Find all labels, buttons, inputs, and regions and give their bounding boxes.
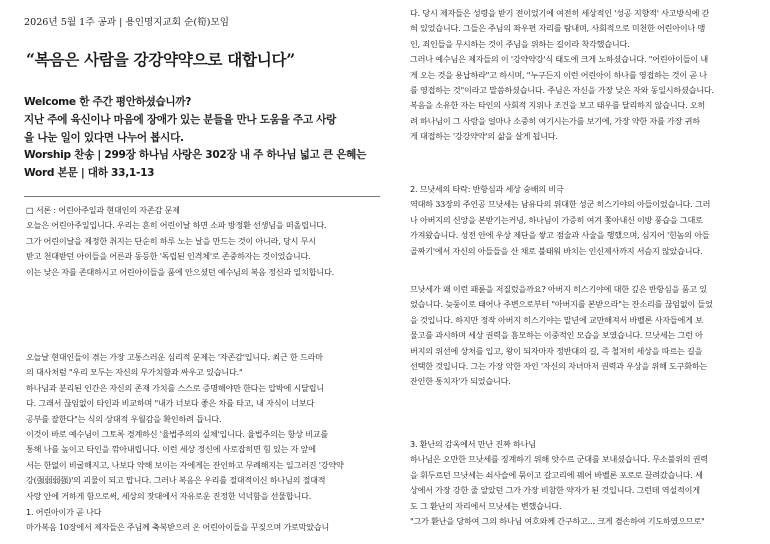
paragraph-line: 받고 천대받던 아이들을 어른과 동등한 '독립된 인격체'로 존중하자는 것이었습니다.: [26, 251, 311, 262]
paragraph-line: 그러나 예수님은 제자들의 이 '강약약강'식 태도에 크게 노하셨습니다. "어린아이들이 내: [410, 54, 708, 65]
paragraph-line: 이것이 바로 예수님이 그토록 경계하신 '율법주의의 실체'입니다. 율법주의는 항상 비교를: [26, 429, 329, 440]
paragraph-line: 물고를 과시하며 세상 권력을 흠모하는 이중적인 모습을 보였습니다. 므낫세는 그런 아: [410, 330, 703, 341]
section-heading: □ 서론 : 어린아주일과 현대인의 자존감 문제: [26, 205, 180, 215]
paragraph-line: 다. 당시 제자들은 성령을 받기 전이었기에 여전히 세상적인 '성공 지향적' 사고방식에 갇: [410, 8, 710, 18]
paragraph-line: 마가복음 10장에서 제자들은 주님께 축복받으러 온 어린아이들을 꾸짖으며 가로막았습니: [26, 522, 330, 533]
paragraph-line: 을 휘두르던 므낫세는 쇠사슬에 묶이고 갈고리에 꿰어 바벨론 포로로 끌려갔습니다. 세: [410, 469, 703, 480]
paragraph-line: 었습니다. 늦둥이로 태어나 주변으로부터 "아버지를 본받으라"는 잔소리를 끊임없이 들었: [410, 299, 713, 310]
paragraph-line: 인, 죄인들을 무시하는 것이 주님을 위하는 길이라 착각했습니다.: [410, 38, 630, 49]
paragraph-line: 통해 나를 높이고 타인을 깎아내립니다. 이런 세상 정신에 사로잡히면 힘 있는 자 앞에: [26, 444, 316, 455]
word-line: Word 본문 | 대하 33,1-13: [24, 167, 155, 180]
paragraph-line: 상에서 가장 강한 줄 알았던 그가 가장 비참한 약자가 된 것입니다. 그런데 역설적이게: [410, 485, 700, 496]
right-section-2-paragraph-2: [410, 282, 756, 390]
paragraph-line: 다. 그래서 끊임없이 타인과 비교하며 "내가 너보다 좋은 차를 타고, 내 자식이 너보다: [26, 398, 315, 409]
paragraph-line: 려 하나님이 그 사람을 얼마나 소중히 여기시는가를 보기에, 가장 약한 자를 가장 귀하: [410, 115, 700, 126]
right-paragraph-1: [410, 6, 756, 145]
paragraph-line: 게 대접하는 '강강약약'의 삶을 살게 됩니다.: [410, 131, 558, 142]
paragraph-line: 므낫세가 왜 이런 패륜을 저질렀을까요? 아버지 히스기야에 대한 깊은 반항심을 품고 있: [410, 284, 707, 294]
paragraph-line: 을 것입니다. 하지만 정작 아버지 히스기야는 말년에 교만해져서 바벨론 사자들에게 보: [410, 314, 703, 325]
welcome-question-line-2: 을 나눈 일이 있다면 나누어 봅시다.: [24, 131, 184, 144]
paragraph-line: 가져왔습니다. 성전 안에 우상 제단을 쌓고 점술과 사술을 행했으며, 심지어 '힌놈의 아들: [410, 230, 710, 241]
paragraph-line: 하나님과 분리된 인간은 자신의 존재 가치를 스스로 증명해야만 한다는 압박에 시달립니: [26, 382, 324, 393]
paragraph-line: 하나님은 오만한 므낫세를 징계하기 위해 앗수르 군대를 보내셨습니다. 무소불위의 권력: [410, 454, 708, 465]
page-header: 2026년 5월 1주 공과 | 용인명지교회 순(筍)모임: [24, 17, 229, 28]
paragraph-line: 그가 어린이날을 제정한 취지는 단순히 하루 노는 날을 만드는 것이 아니라, 당시 무시: [26, 235, 316, 246]
paragraph-line: 도 그 환난의 자리에서 므낫세는 변했습니다.: [410, 500, 562, 511]
paragraph-line: 강(强弱弱强)'의 괴물이 되고 맙니다. 그러나 복음은 우리를 절대적이신 하나님의 절대적: [26, 475, 326, 486]
paragraph-line: 사랑 안에 거하게 함으로써, 세상의 잣대에서 자유로운 진정한 넉넉함을 선물합니다.: [26, 490, 312, 501]
paragraph-line: 의 대사처럼 "우리 모두는 자신의 무가치함과 싸우고 있습니다.": [26, 367, 243, 378]
page-title: “복음은 사람을 강강약약으로 대합니다”: [26, 50, 295, 69]
paragraph-line: 서는 한없이 비굴해지고, 나보다 약해 보이는 자에게는 잔인하고 무례해지는 일그러진 '강약약: [26, 459, 344, 470]
divider: [24, 196, 380, 197]
welcome-line: Welcome 한 주간 평안하셨습니까?: [24, 96, 192, 108]
worship-line: Worship 찬송 | 299장 하나님 사랑은 302장 내 주 하나님 넓고 큰 은혜는: [24, 149, 367, 162]
paragraph-line: 를 영접하는 것"이라고 말씀하셨습니다. 주님은 자신을 가장 낮은 자와 동일시하셨습니다.: [410, 85, 714, 96]
intro-block: [24, 94, 384, 183]
section-1: [26, 505, 382, 536]
paragraph-line: 이는 낮은 자를 존대하시고 어린아이들을 품에 안으셨던 예수님의 복음 정신과 일치합니다.: [26, 266, 334, 277]
paragraph-line: 역대하 33장의 주인공 므낫세는 남유다의 위대한 성군 히스기야의 아들이었습니다. 그러: [410, 199, 711, 210]
right-section-2: [410, 182, 756, 259]
paragraph-line: 버지의 위선에 상처를 입고, 왕이 되자마자 정반대의 길, 즉 철저히 세상을 따르는 길을: [410, 345, 703, 356]
paragraph-line: 잔인한 통치자'가 되었습니다.: [410, 376, 511, 387]
section-heading: 3. 환난의 감옥에서 만난 진짜 하나님: [410, 439, 536, 449]
section-heading: 1. 어린아이가 곧 나다: [26, 507, 102, 517]
paragraph-line: 선택한 것입니다. 그는 가장 악한 자인 '자신의 자녀마저 권력과 우상을 위해 도구화하는: [410, 361, 708, 372]
paragraph-line: 골짜기'에서 자신의 아들들을 산 채로 불태워 바치는 인신제사까지 서슴지 않았습니다.: [410, 245, 703, 256]
right-section-3: [410, 437, 756, 529]
section-intro: [26, 203, 382, 280]
paragraph-line: 오늘은 어린아주일입니다. 우리는 흔히 어린이날 하면 소파 방정환 선생님을 떠올립니다.: [26, 220, 327, 231]
paragraph-line: 복음을 소유한 자는 타인의 사회적 지위나 조건을 보고 태우를 달리하지 않습니다. 오히: [410, 100, 706, 111]
paragraph-line: 공부를 잘한다"는 식의 상대적 우월감을 확인하려 듭니다.: [26, 413, 222, 424]
section-heading: 2. 므낫세의 타락: 반항심과 세상 숭배의 비극: [410, 184, 564, 194]
paragraph-line: 나 아버지의 신앙을 본받기는커녕, 하나님이 가증히 여겨 쫓아내신 이방 풍습을 그대로: [410, 214, 703, 225]
paragraph-line: "그가 환난을 당하여 그의 하나님 여호와께 간구하고... 크게 겸손하여 기도하였으므로": [410, 516, 705, 527]
paragraph-line: 혀 있었습니다. 그들은 주님의 좌우편 자리를 탐내며, 사회적으로 미천한 어린아이나 맹: [410, 23, 706, 34]
paragraph-line: 게 오는 것을 용납하라"고 하시며, "누구든지 이런 어린아이 하나를 영접하는 것이 곧 나: [410, 69, 707, 80]
paragraph-line: 오늘날 현대인들이 겪는 가장 고통스러운 심리적 문제는 '자존감'입니다. 최근 한 드라마: [26, 352, 323, 362]
section-intro-paragraph-2: [26, 350, 382, 504]
welcome-question-line: 지난 주에 육신이나 마음에 장애가 있는 분들을 만나 도움을 주고 사랑: [24, 113, 337, 126]
